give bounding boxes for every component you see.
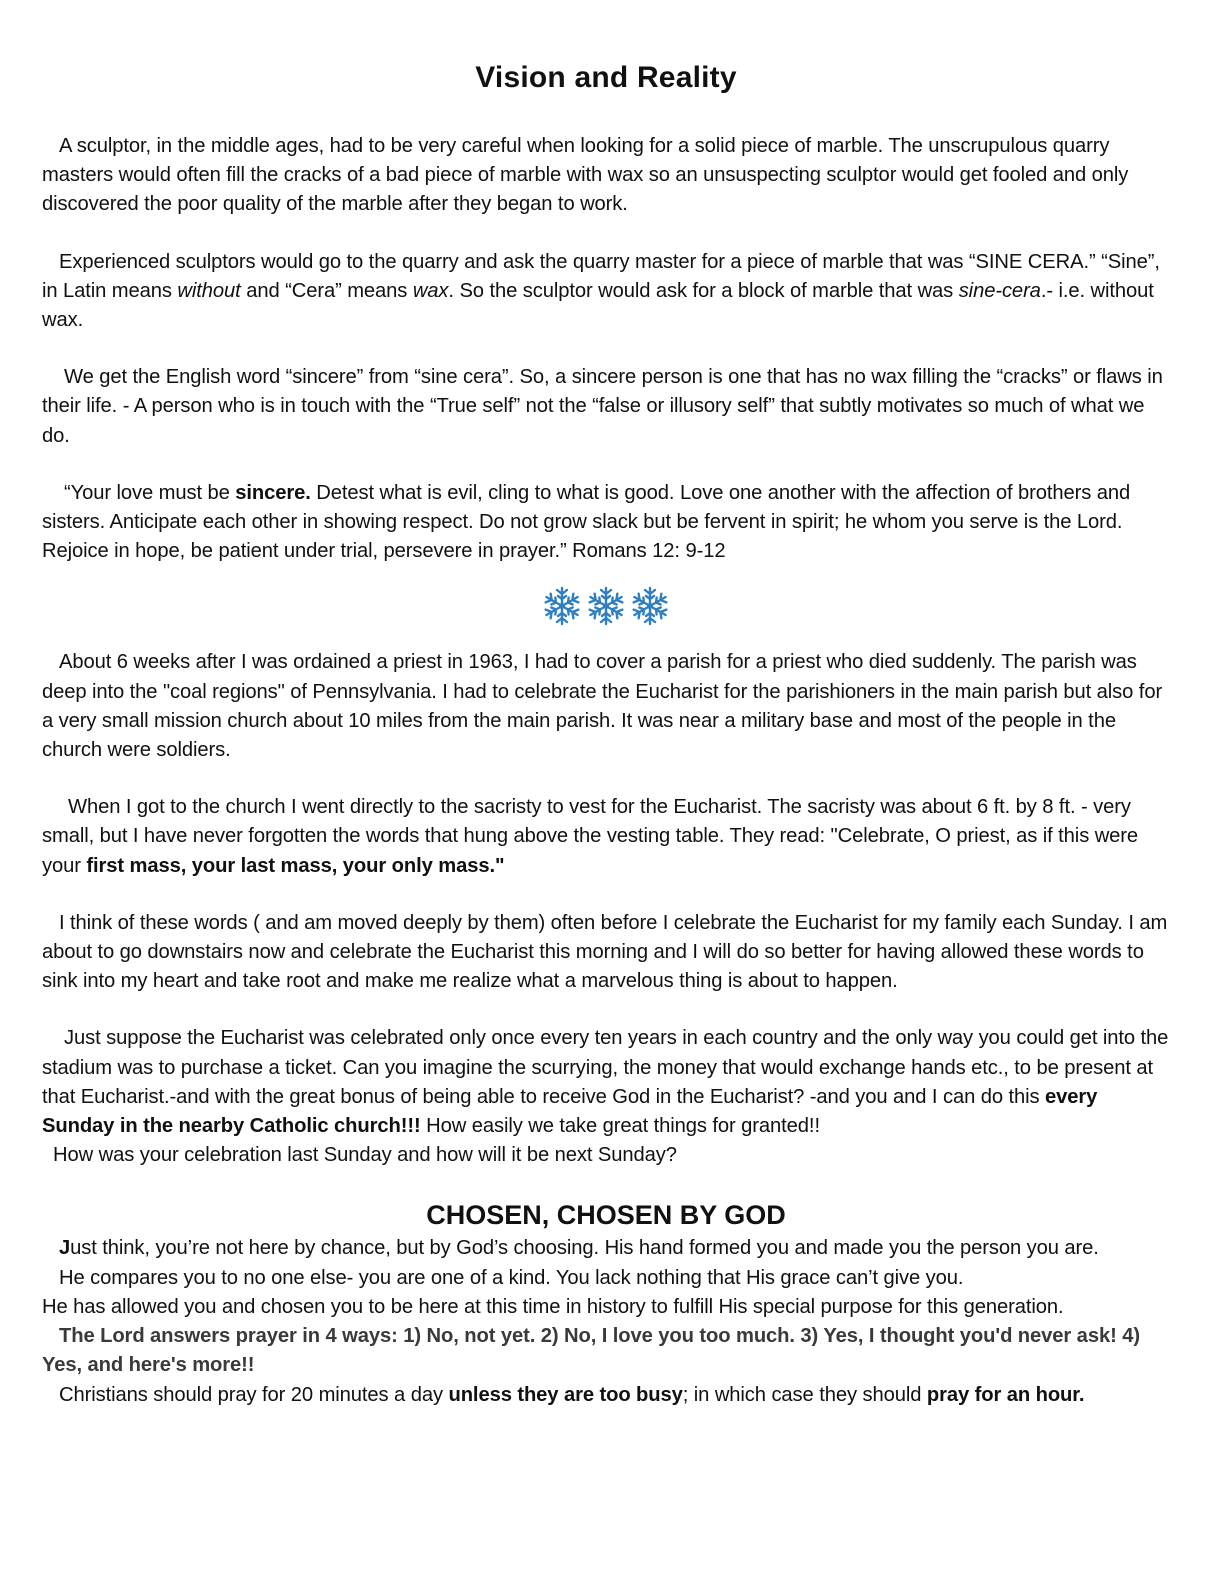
paragraph-romans-quote: “Your love must be sincere. Detest what is evil, cling to what is good. Love one another with the affection of brothers and sisters. Anticipate each other in showing respect. Do not grow slack but be fervent in spirit; he whom you serve is the Lord. Rejoice in hope, be patient under trial, persevere in prayer.” Romans 12: 9-12 [42, 481, 1131, 563]
chosen-section [42, 1234, 1170, 1409]
chosen-line-2: He compares you to no one else- you are one of a kind. You lack nothing that His grace can’t give you. [59, 1266, 964, 1289]
snowflake-divider [42, 584, 1170, 628]
paragraph-ordination: About 6 weeks after I was ordained a priest in 1963, I had to cover a parish for a priest who died suddenly. The parish was deep into the "coal regions" of Pennsylvania. I had to celebrate the Eucharist for the parishioners in the main parish but also for a very small mission church about 10 miles from the main parish. It was near a military base and most of the people in the church were soldiers. [42, 651, 1163, 762]
paragraph-sincere: We get the English word “sincere” from “sine cera”. So, a sincere person is one that has no wax filling the “cracks” or flaws in their life. - A person who is in touch with the “True self” not the “false or illusory self” that subtly motivates so much of what we do. [42, 366, 1163, 447]
paragraph-suppose: Just suppose the Eucharist was celebrated only once every ten years in each country and the only way you could get into the stadium was to purchase a ticket. Can you imagine the scurrying, the money that would exchange hands etc., to be present at that Eucharist.-and with the great bonus of being able to receive God in the Eucharist? -and you and I can do this every Sunday in the nearby Catholic church!!! How easily we take great things for granted!! [42, 1027, 1169, 1138]
paragraph-moved: I think of these words ( and am moved deeply by them) often before I celebrate the Eucharist for my family each Sunday. I am about to go downstairs now and celebrate the Eucharist this morning and I will do so better for having allowed these words to sink into my heart and take root and make me realize what a marvelous thing is about to happen. [42, 911, 1168, 993]
paragraph-sine-cera: Experienced sculptors would go to the quarry and ask the quarry master for a piece of marble that was “SINE CERA.” “Sine”, in Latin means without and “Cera” means wax. So the sculptor would ask for a block of marble that was sine-cera.- i.e. without wax. [42, 250, 1160, 332]
chosen-line-prayer-ways: The Lord answers prayer in 4 ways: 1) No, not yet. 2) No, I love you too much. 3) Yes, I thought you'd never ask! 4) Yes, and here's more!! [42, 1325, 1140, 1377]
paragraph-sacristy: When I got to the church I went directly to the sacristy to vest for the Eucharist. The sacristy was about 6 ft. by 8 ft. - very small, but I have never forgotten the words that hung above the vesting table. They read: "Celebrate, O priest, as if this were your first mass, your last mass, your only mass." [42, 796, 1139, 877]
snowflake-icon [586, 586, 626, 626]
chosen-line-3: He has allowed you and chosen you to be here at this time in history to fulfill His special purpose for this generation. [42, 1295, 1064, 1318]
paragraph-celebration-question: How was your celebration last Sunday and how will it be next Sunday? [53, 1144, 677, 1167]
snowflake-icon [542, 586, 582, 626]
chosen-line-pray-hour: Christians should pray for 20 minutes a day unless they are too busy; in which case they should pray for an hour. [59, 1383, 1085, 1406]
snowflake-icon [630, 586, 670, 626]
paragraph-sculptor: A sculptor, in the middle ages, had to be very careful when looking for a solid piece of marble. The unscrupulous quarry masters would often fill the cracks of a bad piece of marble with wax so an unsuspecting sculptor would get fooled and only discovered the poor quality of the marble after they began to work. [42, 135, 1129, 216]
page-title: Vision and Reality [475, 61, 737, 94]
chosen-line-1: Just think, you’re not here by chance, but by God’s choosing. His hand formed you and made you the person you are. [59, 1237, 1099, 1260]
document-page [42, 58, 1170, 1410]
section-heading-chosen: CHOSEN, CHOSEN BY GOD [426, 1200, 786, 1231]
